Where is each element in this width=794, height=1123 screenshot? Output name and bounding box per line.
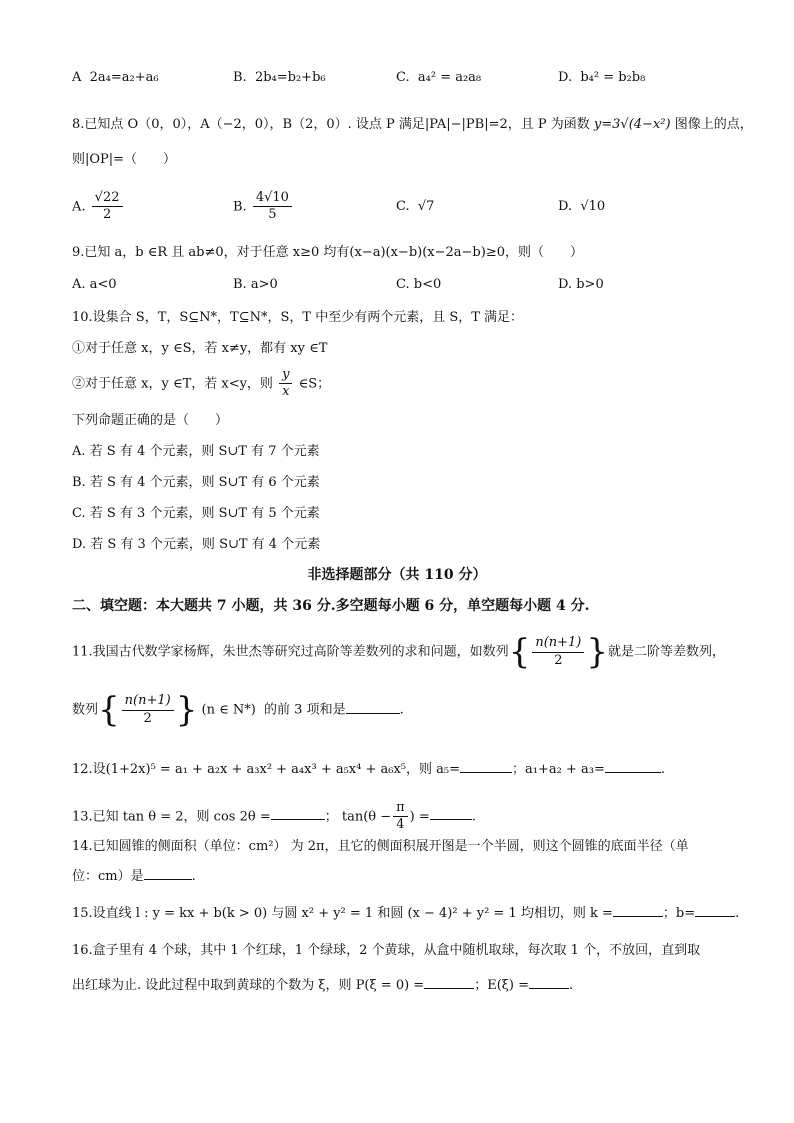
section-title: 非选择题部分（共 110 分）: [307, 567, 487, 583]
q10-condition-1: ①对于任意 x，y ∈S，若 x≠y，都有 xy ∈T: [72, 341, 328, 356]
q15-stem: 15.设直线 l : y = kx + b(k > 0) 与圆 x² + y² = 1 和圆 (x − 4)² + y² = 1 均相切，则 k = ；b= .: [72, 906, 740, 921]
q16-blank-e[interactable]: [529, 988, 569, 989]
q10-condition-2: ②对于任意 x，y ∈T，若 x<y，则 $\frac{y}{x}$ ∈S；: [72, 367, 331, 400]
q8-option-c: C. √7: [396, 199, 435, 214]
q9-option-a: A. a<0: [72, 277, 117, 292]
q10-option-c: C. 若 S 有 3 个元素，则 S∪T 有 5 个元素: [72, 506, 320, 521]
q14-answer-blank[interactable]: [144, 879, 192, 880]
q10-option-d: D. 若 S 有 3 个元素，则 S∪T 有 4 个元素: [72, 537, 321, 552]
q14-line2: 位：cm）是 .: [72, 869, 196, 884]
q8-stem: 8.已知点 O（0，0），A（−2，0），B（2，0）. 设点 P 满足|PA|−|PB|=2，且 P 为函数 y=3√(4−x²) 图像上的点，: [72, 117, 753, 132]
q16-line1: 16.盒子里有 4 个球，其中 1 个红球，1 个绿球，2 个黄球，从盒中随机取球，每次取 1 个，不放回，直到取: [72, 943, 701, 958]
q7-option-a: A 2a₄=a₂+a₆: [72, 70, 159, 85]
q13-blank-cos[interactable]: [271, 819, 325, 820]
q16-blank-p[interactable]: [424, 988, 474, 989]
q9-stem: 9.已知 a，b ∈R 且 ab≠0，对于任意 x≥0 均有(x−a)(x−b)(x−2a−b)≥0，则（ ）: [72, 245, 583, 260]
q14-line1: 14.已知圆锥的侧面积（单位：cm²） 为 2π，且它的侧面积展开图是一个半圆，则这个圆锥的底面半径（单: [72, 839, 689, 854]
q15-blank-k[interactable]: [613, 916, 663, 917]
q12-blank-sum[interactable]: [605, 772, 661, 773]
q10-option-b: B. 若 S 有 4 个元素，则 S∪T 有 6 个元素: [72, 475, 320, 490]
q10-stem: 10.设集合 S，T，S⊆N*，T⊆N*，S，T 中至少有两个元素，且 S，T 满足：: [72, 310, 524, 325]
section-heading: 二、填空题：本大题共 7 小题，共 36 分.多空题每小题 6 分，单空题每小题 4 分.: [72, 598, 590, 614]
q11-line2: 数列{ $\frac{n(n+1)}{2}$ } (n ∈ N*) 的前 3 项和是 .: [72, 690, 404, 730]
q9-option-b: B. a>0: [233, 277, 278, 292]
q8-option-a: A. $\frac{√22}{2}$: [72, 190, 125, 224]
q15-blank-b[interactable]: [695, 916, 735, 917]
q10-ask: 下列命题正确的是（ ）: [72, 413, 229, 428]
q12-blank-a5[interactable]: [460, 772, 512, 773]
q12-stem: 12.设(1+2x)⁵ = a₁ + a₂x + a₃x² + a₄x³ + a₅x⁴ + a₆x⁵，则 a₅= ；a₁+a₂ + a₃= .: [72, 762, 665, 777]
q9-option-d: D. b>0: [558, 277, 604, 292]
q8-option-b: B. $\frac{4√10}{5}$: [233, 190, 294, 224]
q11-line1: 11.我国古代数学家杨辉，朱世杰等研究过高阶等差数列的求和问题，如数列{ $\frac{n(n+1)}{2}$ }就是二阶等差数列，: [72, 632, 726, 672]
q13-stem: 13.已知 tan θ = 2，则 cos 2θ = ； tan(θ − $\frac{\pi}{4}$ ) = .: [72, 800, 476, 833]
q9-option-c: C. b<0: [396, 277, 442, 292]
q7-option-d: D. b₄² = b₂b₈: [558, 70, 646, 85]
q10-option-a: A. 若 S 有 4 个元素，则 S∪T 有 7 个元素: [72, 444, 320, 459]
q7-option-c: C. a₄² = a₂a₈: [396, 70, 482, 85]
q11-answer-blank[interactable]: [346, 713, 400, 714]
q8-ask: 则|OP|=（ ）: [72, 152, 177, 167]
q13-blank-tan[interactable]: [430, 819, 472, 820]
q8-option-d: D. √10: [558, 199, 606, 214]
q16-line2: 出红球为止. 设此过程中取到黄球的个数为 ξ，则 P(ξ = 0) = ；E(ξ) = .: [72, 978, 574, 993]
q7-option-b: B. 2b₄=b₂+b₆: [233, 70, 326, 85]
